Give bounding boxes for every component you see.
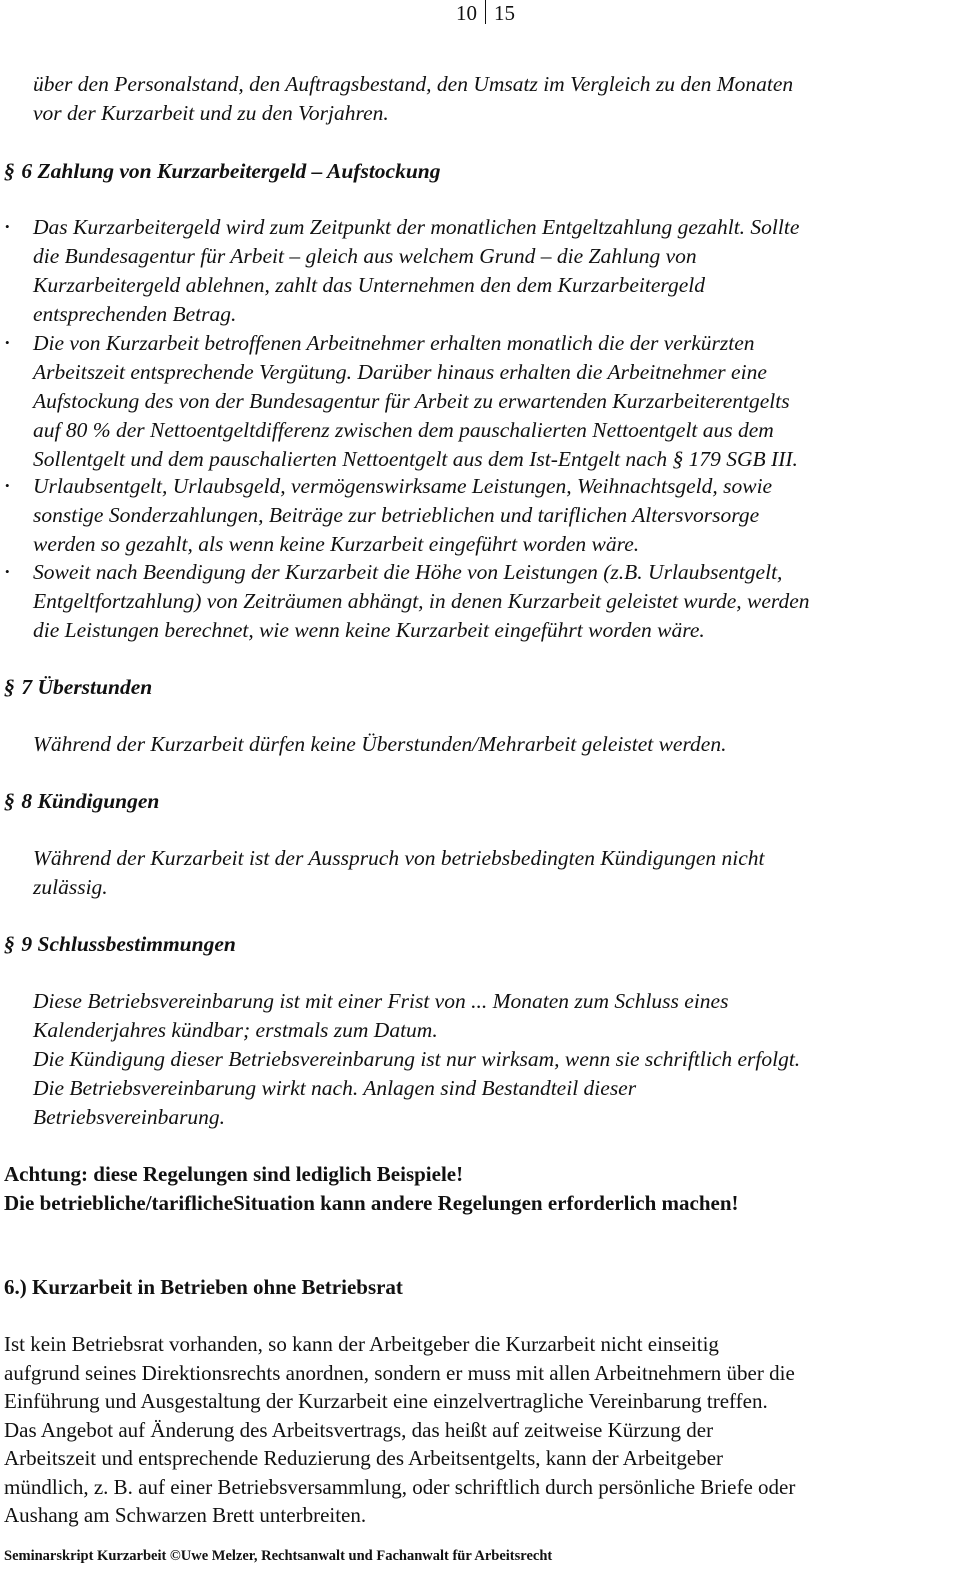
text-line: Während der Kurzarbeit ist der Ausspruch von betriebsbedingten Kündigungen nicht (33, 846, 765, 870)
section-9-title: 9 Schlussbestimmungen (21, 932, 236, 956)
text-line: werden so gezahlt, als wenn keine Kurzarbeit eingeführt worden wäre. (33, 531, 640, 556)
notice-line: Die betriebliche/tariflicheSituation kann andere Regelungen erforderlich machen! (4, 1190, 739, 1215)
intro-paragraph (33, 70, 958, 128)
footer: Seminarskript Kurzarbeit ©Uwe Melzer, Rechtsanwalt und Fachanwalt für Arbeitsrecht (4, 1548, 553, 1564)
text-line: Arbeitszeit und entsprechende Reduzierung des Arbeitsentgelts, kann der Arbeitgeber (4, 1446, 724, 1470)
text-line: entsprechenden Betrag. (33, 301, 237, 326)
section-symbol: § (4, 932, 15, 956)
text-line: Diese Betriebsvereinbarung ist mit einer Frist von ... Monaten zum Schluss eines (33, 989, 729, 1013)
text-line: Das Angebot auf Änderung des Arbeitsvertrags, das heißt auf zeitweise Kürzung der (4, 1417, 714, 1442)
text-line: vor der Kurzarbeit und zu den Vorjahren. (33, 100, 389, 125)
section-8-text (33, 844, 958, 902)
text-line: Aufstockung des von der Bundesagentur für Arbeit zu erwartenden Kurzarbeiterentgelts (33, 388, 790, 413)
section-7-text (33, 730, 958, 759)
notice (4, 1160, 954, 1217)
text-line: Sollentgelt und dem pauschalierten Nettoentgelt aus dem Ist-Entgelt nach § 179 SGB III. (33, 446, 798, 471)
page-total: 15 (494, 1, 515, 25)
text-line: Entgeltfortzahlung) von Zeiträumen abhängt, in denen Kurzarbeit geleistet wurde, werden (33, 588, 810, 613)
chapter-6-heading (4, 1273, 954, 1302)
section-6-title: 6 Zahlung von Kurzarbeitergeld – Aufstockung (21, 159, 441, 183)
section-8-heading (4, 787, 159, 815)
bullet-icon: • (5, 478, 10, 493)
text-line: Die von Kurzarbeit betroffenen Arbeitnehmer erhalten monatlich die der verkürzten (33, 331, 755, 355)
text-line: Das Kurzarbeitergeld wird zum Zeitpunkt der monatlichen Entgeltzahlung gezahlt. Sollte (33, 215, 800, 239)
chapter-6-title: 6.) Kurzarbeit in Betrieben ohne Betriebsrat (4, 1275, 403, 1299)
section-symbol: § (4, 789, 15, 813)
bullet-icon: • (5, 564, 10, 579)
text-line: aufgrund seines Direktionsrechts anordnen, sondern er muss mit allen Arbeitnehmern über die (4, 1360, 795, 1385)
text-line: Während der Kurzarbeit dürfen keine Überstunden/Mehrarbeit geleistet werden. (33, 732, 727, 756)
text-line: zulässig. (33, 874, 108, 899)
text-line: Betriebsvereinbarung. (33, 1104, 226, 1129)
section-7-title: 7 Überstunden (21, 675, 153, 699)
section-9-text (33, 987, 958, 1132)
text-line: auf 80 % der Nettoentgeltdifferenz zwischen dem pauschalierten Nettoentgelt aus dem (33, 417, 774, 442)
page-current: 10 (456, 1, 477, 25)
text-line: Kalenderjahres kündbar; erstmals zum Datum. (33, 1017, 438, 1042)
notice-line: Achtung: diese Regelungen sind lediglich Beispiele! (4, 1162, 464, 1186)
section-symbol: § (4, 159, 15, 183)
page-number-divider (485, 0, 486, 24)
section-6-heading (4, 157, 441, 185)
text-line: sonstige Sonderzahlungen, Beiträge zur betrieblichen und tariflichen Altersvorsorge (33, 502, 760, 527)
text-line: Einführung und Ausgestaltung der Kurzarbeit eine einzelvertragliche Vereinbarung treffen. (4, 1389, 768, 1413)
text-line: Ist kein Betriebsrat vorhanden, so kann der Arbeitgeber die Kurzarbeit nicht einseitig (4, 1332, 719, 1356)
text-line: Kurzarbeitergeld ablehnen, zahlt das Unternehmen den dem Kurzarbeitergeld (33, 272, 705, 297)
chapter-6-text (4, 1330, 954, 1530)
text-line: die Bundesagentur für Arbeit – gleich aus welchem Grund – die Zahlung von (33, 243, 697, 268)
page-number (456, 0, 515, 26)
text-line: mündlich, z. B. auf einer Betriebsversammlung, oder schriftlich durch persönliche Briefe oder (4, 1474, 796, 1499)
text-line: die Leistungen berechnet, wie wenn keine Kurzarbeit eingeführt worden wäre. (33, 617, 705, 642)
text-line: Urlaubsentgelt, Urlaubsgeld, vermögenswirksame Leistungen, Weihnachtsgeld, sowie (33, 474, 773, 498)
text-line: Die Betriebsvereinbarung wirkt nach. Anlagen sind Bestandteil dieser (33, 1075, 637, 1100)
text-line: Aushang am Schwarzen Brett unterbreiten. (4, 1503, 367, 1527)
section-symbol: § (4, 675, 15, 699)
text-line: Soweit nach Beendigung der Kurzarbeit die Höhe von Leistungen (z.B. Urlaubsentgelt, (33, 560, 783, 584)
bullet-icon: • (5, 335, 10, 350)
text-line: Die Kündigung dieser Betriebsvereinbarung ist nur wirksam, wenn sie schriftlich erfolgt. (33, 1046, 801, 1071)
section-7-heading (4, 673, 152, 701)
text-line: über den Personalstand, den Auftragsbestand, den Umsatz im Vergleich zu den Monaten (33, 72, 794, 96)
bullet-icon: • (5, 219, 10, 234)
section-9-heading (4, 930, 236, 958)
section-8-title: 8 Kündigungen (21, 789, 160, 813)
text-line: Arbeitszeit entsprechende Vergütung. Darüber hinaus erhalten die Arbeitnehmer eine (33, 359, 767, 384)
